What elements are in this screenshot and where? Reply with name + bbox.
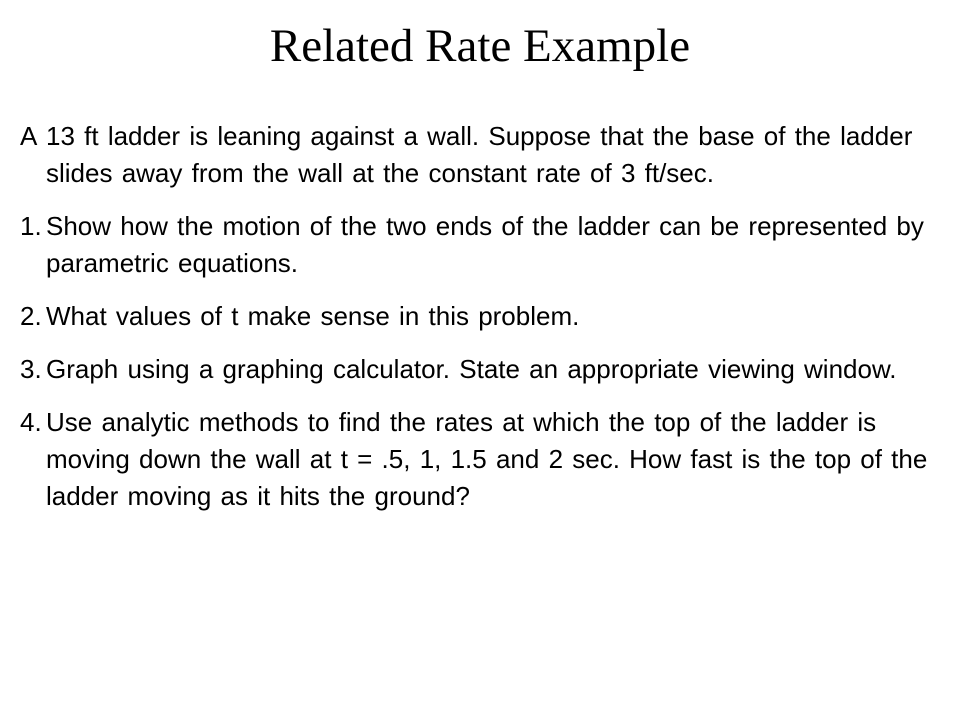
list-item-number: 3. bbox=[20, 354, 42, 384]
list-item-text: Use analytic methods to find the rates at which the top of the ladder is moving down the wall at t = .5, 1, 1.5 and 2 sec. How fast is the top of the ladder moving as it hits the ground? bbox=[46, 407, 928, 511]
intro-marker: A bbox=[20, 121, 38, 151]
intro-text: 13 ft ladder is leaning against a wall. Suppose that the base of the ladder slides away from the wall at the constant rate of 3 ft/sec. bbox=[46, 121, 913, 188]
slide-content bbox=[20, 118, 935, 531]
list-item-number: 4. bbox=[20, 407, 42, 437]
list-item-text: What values of t make sense in this problem. bbox=[46, 301, 580, 331]
list-item bbox=[20, 298, 935, 335]
intro-paragraph bbox=[20, 118, 935, 192]
list-item-number: 1. bbox=[20, 211, 42, 241]
list-item bbox=[20, 208, 935, 282]
slide-title: Related Rate Example bbox=[269, 20, 691, 72]
list-item-text: Show how the motion of the two ends of the ladder can be represented by parametric equations. bbox=[46, 211, 924, 278]
list-item bbox=[20, 351, 935, 388]
list-item-text: Graph using a graphing calculator. State an appropriate viewing window. bbox=[46, 354, 897, 384]
list-item-number: 2. bbox=[20, 301, 42, 331]
list-item bbox=[20, 404, 935, 515]
